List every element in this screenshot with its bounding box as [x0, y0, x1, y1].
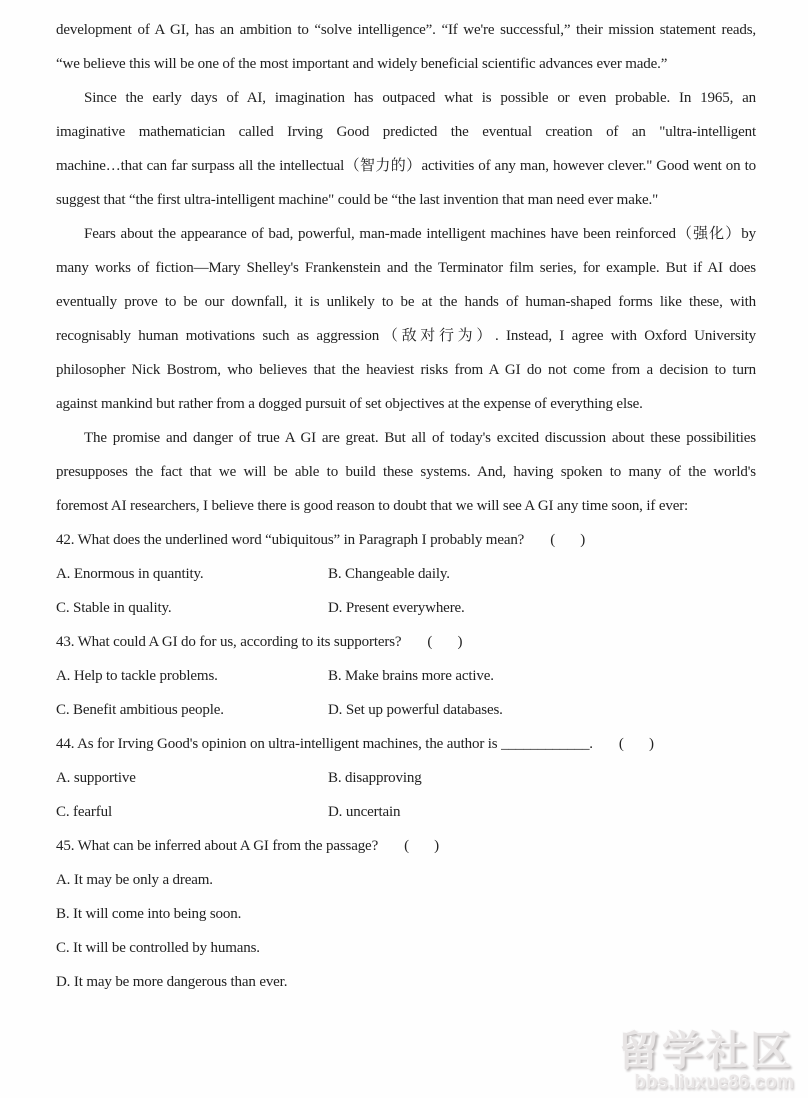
option-44-a: A. supportive [56, 770, 136, 786]
option-45-b: B. It will come into being soon. [56, 906, 242, 922]
option-43-a: A. Help to tackle problems. [56, 668, 218, 684]
question-stem [56, 625, 756, 659]
answer-brackets: ( ) [427, 634, 463, 650]
options-row [56, 591, 756, 625]
question-44 [56, 727, 756, 829]
options-row [56, 795, 756, 829]
passage-line: suggest that “the first ultra-intelligent machine" could be “the last invention that man need ever make." [56, 192, 659, 208]
option-45-d: D. It may be more dangerous than ever. [56, 974, 288, 990]
passage-line: development of A GI, has an ambition to “solve intelligence”. “If we're successful,” their mission statement reads, [56, 22, 756, 38]
answer-brackets: ( ) [404, 838, 439, 854]
option-43-b: B. Make brains more active. [328, 668, 494, 684]
question-42 [56, 523, 756, 625]
watermark-site-url: bbs.liuxue86.com [634, 1072, 794, 1094]
option-45-a: A. It may be only a dream. [56, 872, 213, 888]
watermark-title: 留学社区 [618, 1028, 794, 1075]
site-watermark [618, 1030, 794, 1094]
option-44-c: C. fearful [56, 804, 112, 820]
question-stem-text: 42. What does the underlined word “ubiquitous” in Paragraph I probably mean? [56, 532, 525, 548]
passage-line: Since the early days of AI, imagination has outpaced what is possible or even probable. In 1965, an [84, 90, 756, 106]
answer-brackets: ( ) [550, 532, 586, 548]
passage-line: many works of fiction—Mary Shelley's Frankenstein and the Terminator film series, for example. But if AI does [56, 260, 756, 276]
passage-line: eventually prove to be our downfall, it is unlikely to be at the hands of human-shaped forms like these, with [56, 294, 756, 310]
question-stem-text: 44. As for Irving Good's opinion on ultra-intelligent machines, the author is ____________. [56, 736, 593, 752]
passage-line: against mankind but rather from a dogged pursuit of set objectives at the expense of everything else. [56, 396, 643, 412]
question-stem [56, 523, 756, 557]
option-44-d: D. uncertain [328, 804, 401, 820]
question-stem [56, 829, 756, 863]
passage-line: philosopher Nick Bostrom, who believes that the heaviest risks from A GI do not come from a decision to turn [56, 362, 756, 378]
passage-line: “we believe this will be one of the most important and widely beneficial scientific advances ever made.” [56, 56, 668, 72]
passage-line: The promise and danger of true A GI are great. But all of today's excited discussion about these possibilities [84, 430, 756, 446]
passage-line: foremost AI researchers, I believe there is good reason to doubt that we will see A GI any time soon, if ever: [56, 498, 689, 514]
document-page [56, 13, 756, 999]
option-44-b: B. disapproving [328, 770, 422, 786]
option-45-c: C. It will be controlled by humans. [56, 940, 260, 956]
passage-line: recognisably human motivations such as aggression（敌对行为）. Instead, I agree with Oxford University [56, 328, 756, 344]
question-stem-text: 45. What can be inferred about A GI from the passage? [56, 838, 379, 854]
passage-line: machine…that can far surpass all the intellectual（智力的）activities of any man, however clever." Good went on to [56, 158, 756, 174]
option-42-a: A. Enormous in quantity. [56, 566, 204, 582]
question-45 [56, 829, 756, 999]
question-43 [56, 625, 756, 727]
option-43-d: D. Set up powerful databases. [328, 702, 503, 718]
answer-brackets: ( ) [618, 736, 654, 752]
options-row [56, 659, 756, 693]
passage-line: imaginative mathematician called Irving Good predicted the eventual creation of an "ultra-intelligent [56, 124, 756, 140]
options-row [56, 693, 756, 727]
option-42-d: D. Present everywhere. [328, 600, 465, 616]
passage-text [56, 13, 756, 523]
passage-line: presupposes the fact that we will be able to build these systems. And, having spoken to many of the world's [56, 464, 756, 480]
option-42-b: B. Changeable daily. [328, 566, 450, 582]
option-43-c: C. Benefit ambitious people. [56, 702, 224, 718]
options-row [56, 557, 756, 591]
question-stem-text: 43. What could A GI do for us, according to its supporters? [56, 634, 402, 650]
passage-line: Fears about the appearance of bad, powerful, man-made intelligent machines have been reinforced（强化）by [84, 226, 756, 242]
option-42-c: C. Stable in quality. [56, 600, 172, 616]
question-stem [56, 727, 756, 761]
options-row [56, 761, 756, 795]
